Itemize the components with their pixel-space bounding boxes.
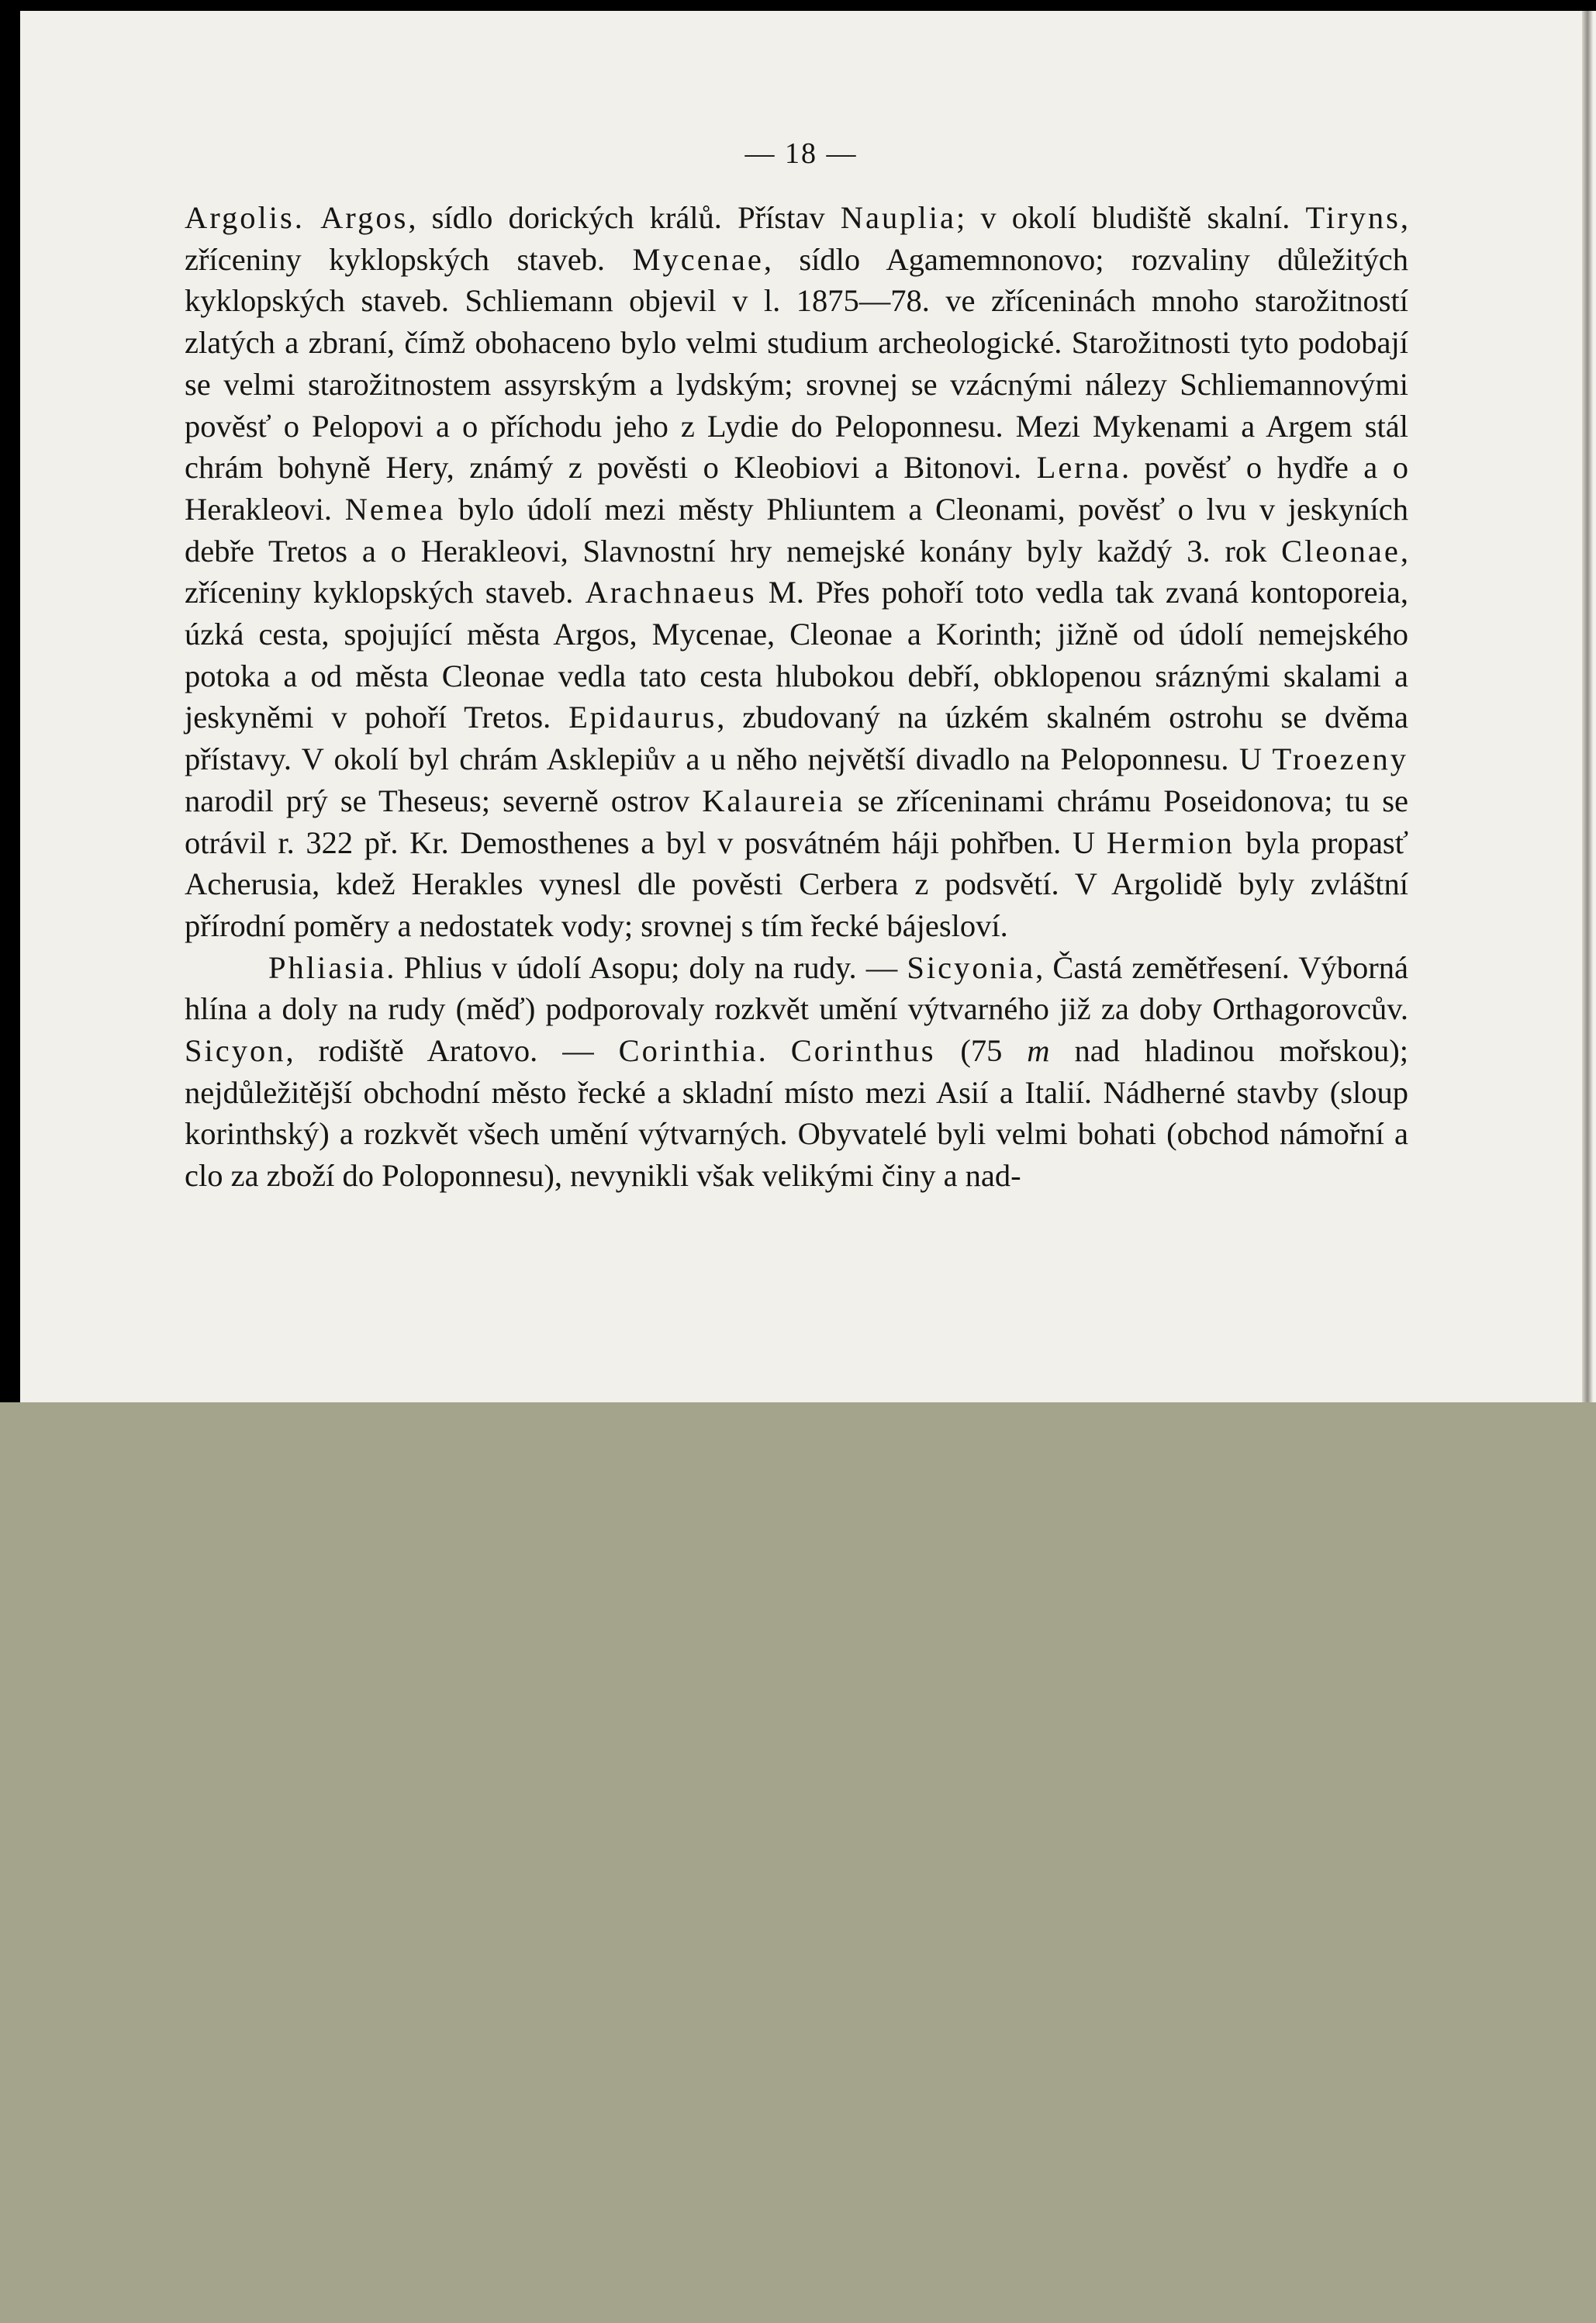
- paragraph: [185, 947, 1408, 1197]
- spaced-term: Troezeny: [1272, 741, 1408, 777]
- spaced-term: Argos: [320, 200, 409, 235]
- spaced-term: Sicyon: [185, 1033, 286, 1069]
- text-run: , sídlo dorických králů. Přístav: [408, 200, 841, 235]
- text-run: , rodiště Aratovo. —: [285, 1033, 619, 1069]
- text-run: . Phlius v údolí Asopu; doly na rudy. —: [386, 949, 907, 985]
- text-run: , zbudovaný na úzkém skalném ostrohu se dvěma přístavy. V okolí byl chrám Asklepiův a u něho největší divadlo na Peloponnesu. U: [185, 700, 1408, 777]
- paragraph: [185, 197, 1408, 947]
- text-run: bylo údolí mezi městy Phliuntem a Cleonami, pověsť o lvu v jeskyních debře Tretos a o Herakleovi, Slavnostní hry nemejské konány byly každý 3. rok: [185, 491, 1409, 569]
- spaced-term: Corinthia: [618, 1033, 758, 1069]
- book-page: [20, 11, 1582, 1402]
- text-run: , zříceniny kyklopských staveb.: [185, 533, 1408, 610]
- spaced-term: Lerna: [1036, 450, 1122, 486]
- text-run: ; v okolí bludiště skalní.: [955, 200, 1306, 235]
- text-run: .: [758, 1033, 791, 1069]
- text-run: [305, 200, 320, 235]
- text-run: , Častá zemětřesení. Výborná hlína a doly na rudy (měď) podporovaly rozkvět umění výtvarného již za doby Orthagorovcův.: [185, 949, 1409, 1027]
- spaced-term: Cleonae: [1281, 533, 1401, 569]
- text-run: m: [1027, 1033, 1050, 1069]
- spaced-term: Argolis.: [185, 200, 305, 235]
- text-run: , sídlo Agamemnonovo; rozvaliny důležitých kyklopských staveb. Schliemann objevil v l. 1875—78. ve zříceninách mnoho starožitností zlatých a zbraní, čímž obohaceno bylo velmi studium archeologické. Starožitnosti tyto podobají se velmi starožitnostem assyrským a lydským; srovnej se vzácnými nálezy Schliemannovými pověsť o Pelopovi a o příchodu jeho z Lydie do Peloponnesu. Mezi Mykenami a Argem stál chrám bohyně Hery, známý z pověsti o Kleobiovi a Bitonovi.: [185, 241, 1408, 486]
- text-run: . pověsť o hydře a o Herakleovi.: [185, 450, 1408, 527]
- spaced-term: Arachnaeus: [585, 575, 757, 610]
- spaced-term: Sicyonia: [907, 949, 1036, 985]
- spaced-term: Mycenae: [632, 241, 764, 277]
- text-run: , zříceniny kyklopských staveb.: [185, 200, 1408, 277]
- spaced-term: Nemea: [344, 491, 446, 527]
- spaced-term: Hermion: [1106, 824, 1235, 860]
- page-edge: [1582, 11, 1596, 1402]
- body-text: [185, 197, 1408, 1197]
- text-run: M. Přes pohoří toto vedla tak zvaná kontoporeia, úzká cesta, spojující města Argos, Mycenae, Cleonae a Korinth; jižně od údolí nemejského potoka a od města Cleonae vedla tato cesta hlubokou debří, obklopenou sráznými skalami a jeskyněmi v pohoří Tretos.: [185, 575, 1408, 735]
- text-run: byla propasť Acherusia, kdež Herakles vynesl dle pověsti Cerbera z podsvětí. V Argolidě byly zvláštní přírodní poměry a nedostatek vody; srovnej s tím řecké bájesloví.: [185, 824, 1408, 943]
- spaced-term: Nauplia: [840, 200, 956, 235]
- page-number: — 18 —: [744, 137, 858, 170]
- text-run: nad hladinou mořskou); nejdůležitější obchodní město řecké a skladní místo mezi Asií a Italií. Nádherné stavby (sloup korinthský) a rozkvět všech umění výtvarných. Obyvatelé byli velmi bohati (obchod námořní a clo za zboží do Poloponnesu), nevynikli však velikými činy a nad-: [185, 1033, 1408, 1194]
- spaced-term: Phliasia: [268, 949, 387, 985]
- spaced-term: Tiryns: [1305, 200, 1401, 235]
- text-run: narodil prý se Theseus; severně ostrov: [185, 783, 703, 818]
- text-run: se zříceninami chrámu Poseidonova; tu se otrávil r. 322 př. Kr. Demosthenes a byl v posvátném háji pohřben. U: [185, 783, 1408, 860]
- text-run: (75: [935, 1033, 1028, 1069]
- spaced-term: Corinthus: [790, 1033, 936, 1069]
- spaced-term: Kalaureia: [702, 783, 845, 818]
- spaced-term: Epidaurus: [568, 700, 717, 735]
